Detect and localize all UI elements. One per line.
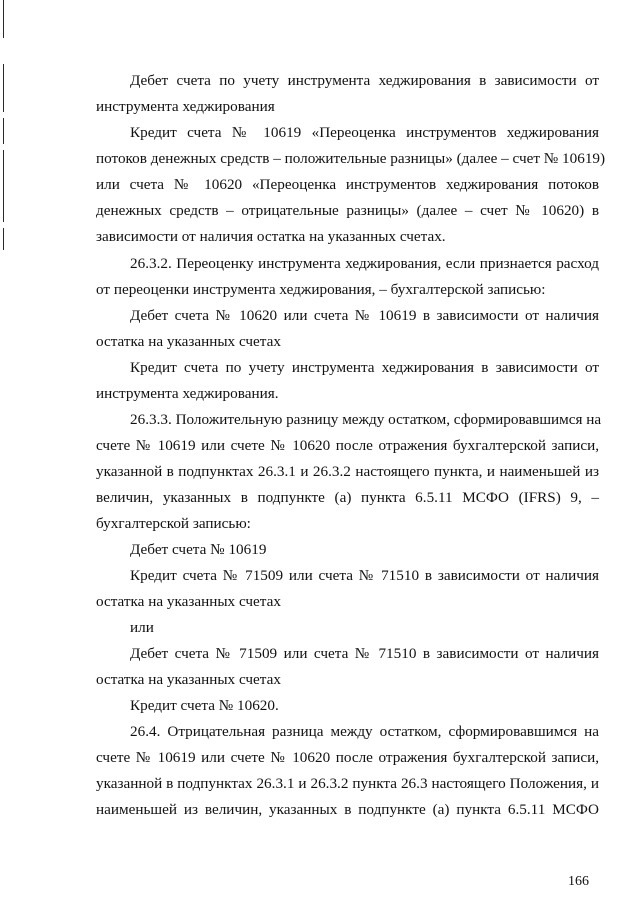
text-line: Кредит счета № 71509 или счета № 71510 в зависимости от наличия <box>130 567 599 584</box>
page-number: 166 <box>568 874 589 889</box>
text-line: Дебет счета № 10620 или счета № 10619 в зависимости от наличия <box>130 307 599 324</box>
text-line: Кредит счета по учету инструмента хеджирования в зависимости от <box>130 359 599 376</box>
scan-edge-mark <box>3 228 4 250</box>
text-line: зависимости от наличия остатка на указанных счетах. <box>96 228 446 245</box>
text-line: Дебет счета № 71509 или счета № 71510 в зависимости от наличия <box>130 645 599 662</box>
text-line: Кредит счета № 10620. <box>130 697 279 714</box>
text-line: указанной в подпунктах 26.3.1 и 26.3.2 пункта 26.3 настоящего Положения, и <box>96 775 599 792</box>
scan-edge-mark <box>3 118 4 144</box>
text-line: остатка на указанных счетах <box>96 333 281 350</box>
text-line: величин, указанных в подпункте (а) пункта 6.5.11 МСФО (IFRS) 9, – <box>96 489 599 506</box>
text-line: или счета № 10620 «Переоценка инструментов хеджирования потоков <box>96 176 599 193</box>
text-line: остатка на указанных счетах <box>96 671 281 688</box>
text-line: или <box>130 619 154 636</box>
text-line: Дебет счета № 10619 <box>130 541 267 558</box>
text-line: от переоценки инструмента хеджирования, – бухгалтерской записью: <box>96 281 546 298</box>
scan-edge-mark <box>3 0 4 38</box>
text-line: инструмента хеджирования. <box>96 385 279 402</box>
text-line: счете № 10619 или счете № 10620 после отражения бухгалтерской записи, <box>96 437 599 454</box>
text-line: потоков денежных средств – положительные разницы» (далее – счет № 10619) <box>96 150 606 167</box>
text-line: Кредит счета № 10619 «Переоценка инструментов хеджирования <box>130 124 599 141</box>
text-line: указанной в подпунктах 26.3.1 и 26.3.2 настоящего пункта, и наименьшей из <box>96 463 599 480</box>
scan-edge-mark <box>3 150 4 222</box>
text-line: бухгалтерской записью: <box>96 515 251 532</box>
text-line: Дебет счета по учету инструмента хеджирования в зависимости от <box>130 72 599 89</box>
text-line: инструмента хеджирования <box>96 98 275 115</box>
text-line: наименьшей из величин, указанных в подпункте (а) пункта 6.5.11 МСФО <box>96 801 599 818</box>
text-line: денежных средств – отрицательные разницы» (далее – счет № 10620) в <box>96 202 599 219</box>
text-line: 26.3.3. Положительную разницу между остатком, сформировавшимся на <box>130 411 602 428</box>
text-line: 26.3.2. Переоценку инструмента хеджирования, если признается расход <box>130 255 599 272</box>
scan-edge-mark <box>3 64 4 112</box>
text-line: 26.4. Отрицательная разница между остатком, сформировавшимся на <box>130 723 599 740</box>
text-line: счете № 10619 или счете № 10620 после отражения бухгалтерской записи, <box>96 749 599 766</box>
text-line: остатка на указанных счетах <box>96 593 281 610</box>
